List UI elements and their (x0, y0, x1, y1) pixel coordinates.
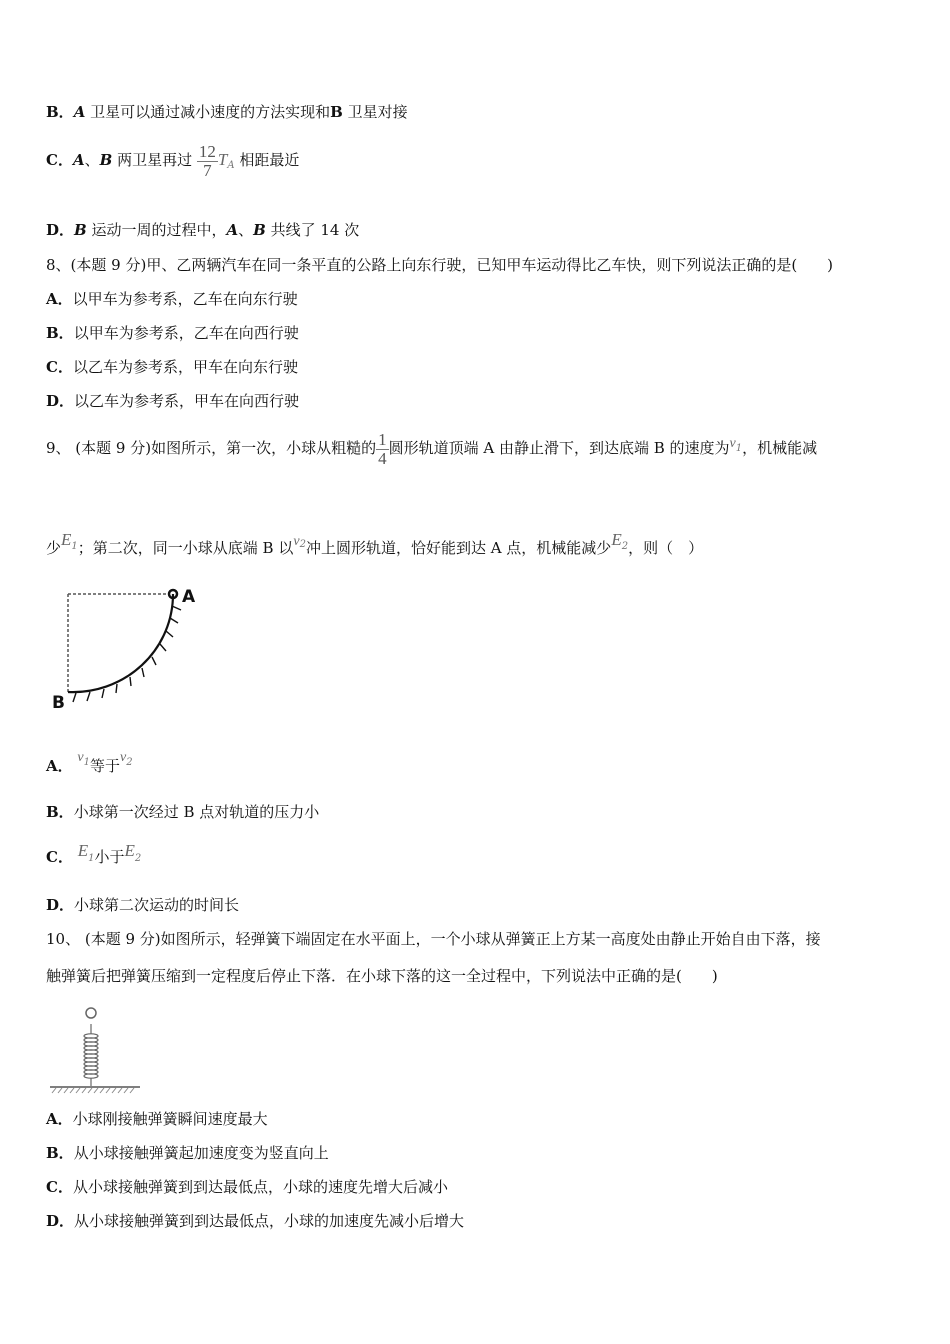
ball-icon (86, 1008, 96, 1018)
fraction-12-7: $\frac{12}{7}$ (198, 141, 216, 180)
q9-option-a: A． $v^1$等于$v^2$ (46, 750, 133, 775)
q9-option-c: C． E1小于E2 (46, 841, 142, 866)
q7-option-b: B．A 卫星可以通过减小速度的方法实现和B 卫星对接 (46, 103, 408, 121)
fraction-1-4: $\frac{1}{4}$ (378, 429, 387, 468)
q8-option-a: A．以甲车为参考系，乙车在向东行驶 (46, 290, 298, 308)
q10-option-c: C．从小球接触弹簧到到达最低点，小球的速度先增大后减小 (46, 1178, 448, 1196)
q8-option-b: B．以甲车为参考系，乙车在向西行驶 (46, 324, 299, 342)
q9-stem-line2: 少$E^1$；第二次，同一小球从底端 B 以$v^2$冲上圆形轨道，恰好能到达 A 点，机械能减少$E^2$，则（ ） (46, 530, 704, 557)
q10-option-b: B．从小球接触弹簧起加速度变为竖直向上 (46, 1144, 329, 1162)
q8-stem: 8、(本题 9 分)甲、乙两辆汽车在同一条平直的公路上向东行驶，已知甲车运动得比乙车快，则下列说法正确的是( ) (46, 256, 834, 274)
q10-option-d: D．从小球接触弹簧到到达最低点，小球的加速度先减小后增大 (46, 1212, 465, 1230)
q10-stem-line2: 触弹簧后把弹簧压缩到一定程度后停止下落．在小球下落的这一全过程中，下列说法中正确的是( ) (46, 967, 718, 985)
q9-option-b: B．小球第一次经过 B 点对轨道的压力小 (46, 803, 320, 821)
quarter-circle-track-figure (48, 582, 208, 714)
q9-option-d: D．小球第二次运动的时间长 (46, 896, 240, 914)
q9-stem-line1: 9、 (本题 9 分)如图所示，第一次，小球从粗糙的 $\frac{1}{4}$ 圆形轨道顶端 A 由静止滑下，到达底端 B 的速度为$v^1$，机械能减 (46, 429, 818, 468)
q8-option-c: C．以乙车为参考系，甲车在向东行驶 (46, 358, 298, 376)
figure-label-a: A (182, 587, 196, 607)
q7-option-d: D．B 运动一周的过程中，A、B 共线了 14 次 (46, 221, 360, 239)
spring-figure (48, 1000, 144, 1094)
q7-option-c: C．A、B 两卫星再过 $\frac{12}{7}$ $T_A$ 相距最近 (46, 141, 300, 180)
figure-label-b: B (52, 693, 65, 713)
q10-option-a: A．小球刚接触弹簧瞬间速度最大 (46, 1110, 268, 1128)
q8-option-d: D．以乙车为参考系，甲车在向西行驶 (46, 392, 300, 410)
q10-stem-line1: 10、 (本题 9 分)如图所示，轻弹簧下端固定在水平面上，一个小球从弹簧正上方某一高度处由静止开始自由下落，接 (46, 930, 821, 948)
